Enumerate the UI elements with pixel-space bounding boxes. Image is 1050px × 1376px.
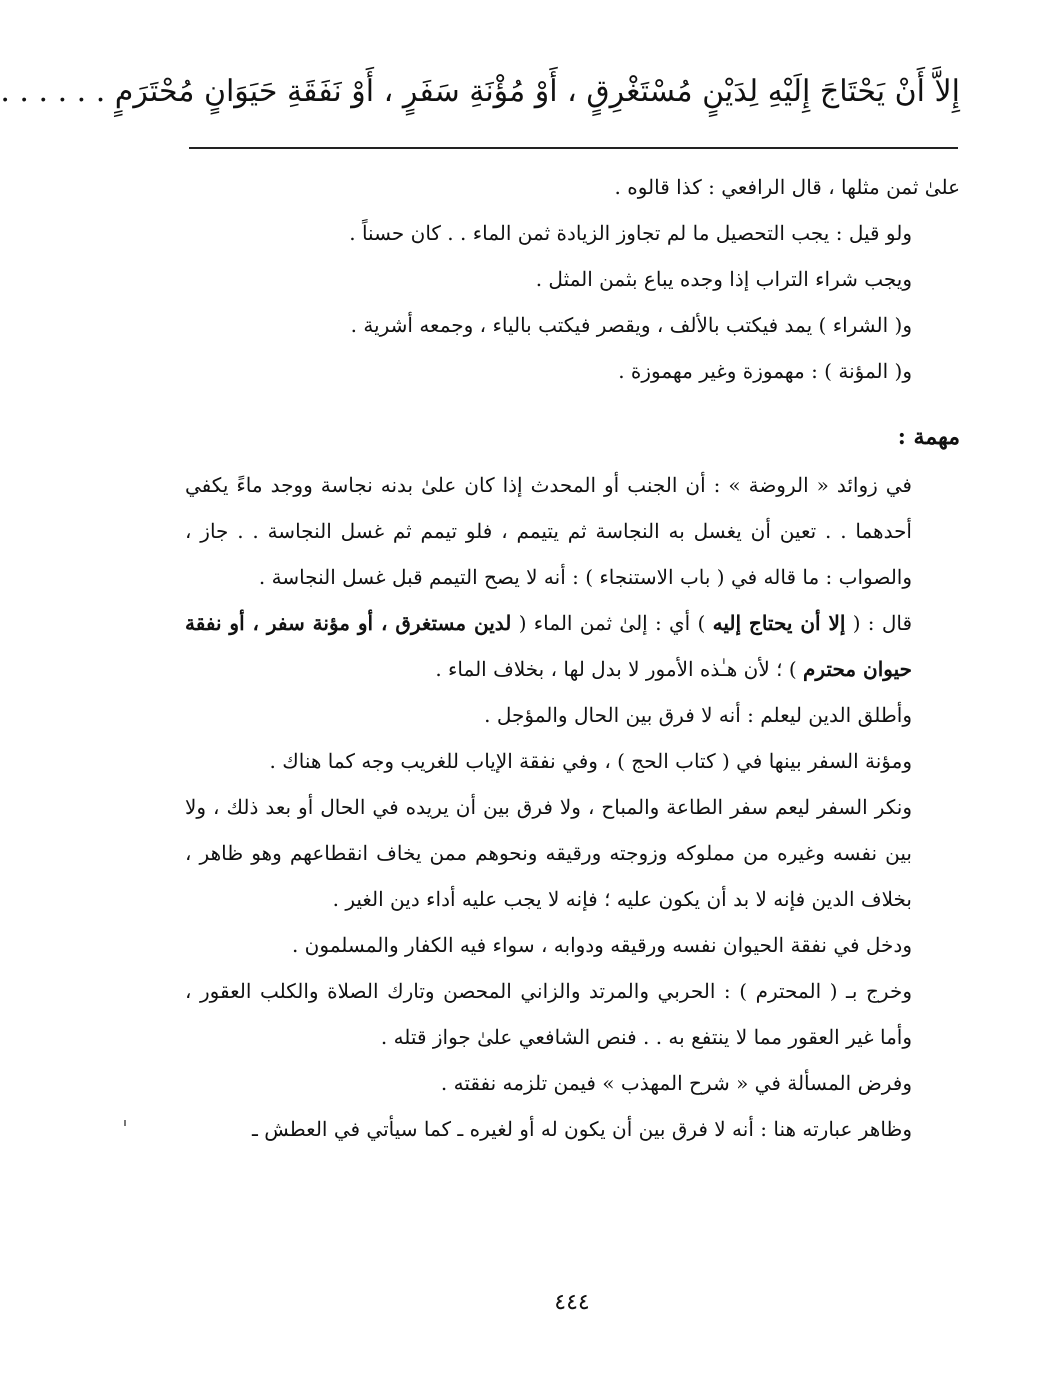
paragraph-10: ونكر السفر ليعم سفر الطاعة والمباح ، ولا فرق بين أن يريده في الحال أو بعد ذلك ، ولا بين نفسه وغيره من مملوكه وزوجته ورقيقه ونحوهم ممن يخاف انقطاعهم وهو ظاهر ، بخلاف الدين فإنه لا بد أن يكون عليه ؛ فإنه لا يجب عليه أداء دين الغير . xyxy=(185,795,912,911)
paragraph-13: وفرض المسألة في « شرح المهذب » فيمن تلزمه نفقته . xyxy=(440,1071,912,1095)
p7-part-c: ) أي : إلىٰ ثمن الماء ( xyxy=(518,611,706,635)
commentary-body xyxy=(185,164,960,1152)
section-gap xyxy=(185,394,960,412)
paragraph-3: ويجب شراء التراب إذا وجده يباع بثمن المثل . xyxy=(535,267,912,291)
paragraph-7 xyxy=(185,600,960,692)
p7-part-e: ) ؛ لأن هـٰذه الأمور لا بدل لها ، بخلاف الماء . xyxy=(435,657,797,681)
p7-bold-b: إلا أن يحتاج إليه xyxy=(712,611,846,635)
p7-part-a: قال : ( xyxy=(852,611,913,635)
paragraph-12: وخرج بـ ( المحترم ) : الحربي والمرتد والزاني المحصن وتارك الصلاة والكلب العقور ، وأما غير العقور مما لا ينتفع به . . فنص الشافعي علىٰ جواز قتله . xyxy=(185,979,912,1049)
paragraph-2: ولو قيل : يجب التحصيل ما لم تجاوز الزيادة ثمن الماء . . كان حسناً . xyxy=(349,221,912,245)
paragraph-5: و( المؤنة ) : مهموزة وغير مهموزة . xyxy=(618,359,912,383)
margin-mark xyxy=(124,1120,126,1126)
section-heading: مهمة : xyxy=(897,424,960,450)
matn-verse-header: إِلاَّ أَنْ يَحْتَاجَ إِلَيْهِ لِدَيْنٍ مُسْتَغْرِقٍ ، أَوْ مُؤْنَةِ سَفَرٍ ، أَوْ نَفَقَةِ حَيَوَانٍ مُحْتَرَمٍ . . . . . . xyxy=(0,74,960,109)
paragraph-1: علىٰ ثمن مثلها ، قال الرافعي : كذا قالوه . xyxy=(614,175,960,199)
p7-bold-d: لدين مستغرق ، أو مؤنة سفر ، أو نفقة حيوان محترم xyxy=(185,611,912,681)
paragraph-8: وأطلق الدين ليعلم : أنه لا فرق بين الحال والمؤجل . xyxy=(484,703,912,727)
paragraph-14: وظاهر عبارته هنا : أنه لا فرق بين أن يكون له أو لغيره ـ كما سيأتي في العطش ـ xyxy=(252,1117,912,1141)
paragraph-11: ودخل في نفقة الحيوان نفسه ورقيقه ودوابه ، سواء فيه الكفار والمسلمون . xyxy=(291,933,912,957)
page-number: ٤٤٤ xyxy=(554,1290,590,1315)
header-divider xyxy=(189,147,958,149)
paragraph-6: في زوائد « الروضة » : أن الجنب أو المحدث إذا كان علىٰ بدنه نجاسة ووجد ماءً يكفي أحدهما . . تعين أن يغسل به النجاسة ثم يتيمم ، فلو تيمم ثم غسل النجاسة . . جاز ، والصواب : ما قاله في ( باب الاستنجاء ) : أنه لا يصح التيمم قبل غسل النجاسة . xyxy=(185,473,912,589)
paragraph-9: ومؤنة السفر بينها في ( كتاب الحج ) ، وفي نفقة الإياب للغريب وجه كما هناك . xyxy=(269,749,912,773)
paragraph-4: و( الشراء ) يمد فيكتب بالألف ، ويقصر فيكتب بالياء ، وجمعه أشرية . xyxy=(350,313,912,337)
